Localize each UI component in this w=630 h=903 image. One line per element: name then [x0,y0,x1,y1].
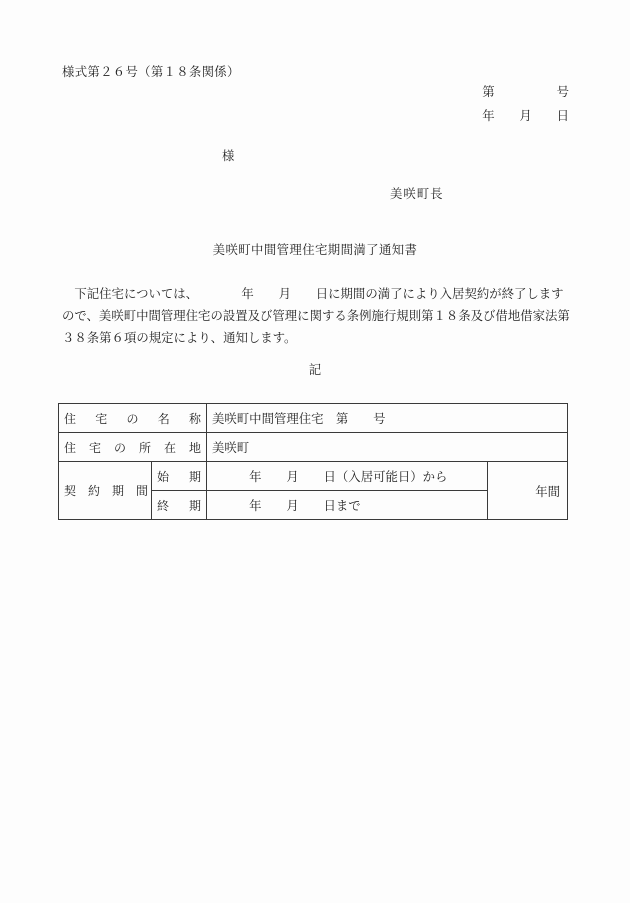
table-row-housing-location [59,433,568,462]
body-line: ３８条第６項の規定により、通知します。 [62,331,297,345]
form-number: 様式第２６号（第１８条関係） [62,65,240,79]
body-line: 下記住宅については、 年 月 日に期間の満了により入居契約が終了します [62,287,564,301]
start-period-label: 始 期 [152,462,207,491]
date-line: 年 月 日 [482,109,569,123]
sender-title: 美咲町長 [390,187,444,201]
duration-value: 年間 [488,462,568,520]
housing-location-value: 美咲町 [207,433,568,462]
recipient-honorific: 様 [222,149,235,163]
document-title: 美咲町中間管理住宅期間満了通知書 [212,243,418,257]
body-line: ので、美咲町中間管理住宅の設置及び管理に関する条例施行規則第１８条及び借地借家法第 [62,309,570,323]
contract-period-label: 契 約 期 間 [59,462,152,520]
end-period-value: 年 月 日まで [207,491,488,520]
housing-location-label: 住 宅 の 所 在 地 [59,433,207,462]
table-row-housing-name [59,404,568,433]
end-period-label: 終 期 [152,491,207,520]
start-period-value: 年 月 日（入居可能日）から [207,462,488,491]
body-paragraph [62,283,569,349]
housing-info-table [58,403,568,520]
ki-marker: 記 [308,363,322,377]
housing-name-label: 住 宅 の 名 称 [59,404,207,433]
document-number-line: 第 号 [482,85,569,99]
housing-name-value: 美咲町中間管理住宅 第 号 [207,404,568,433]
table-row-contract-start [59,462,568,491]
